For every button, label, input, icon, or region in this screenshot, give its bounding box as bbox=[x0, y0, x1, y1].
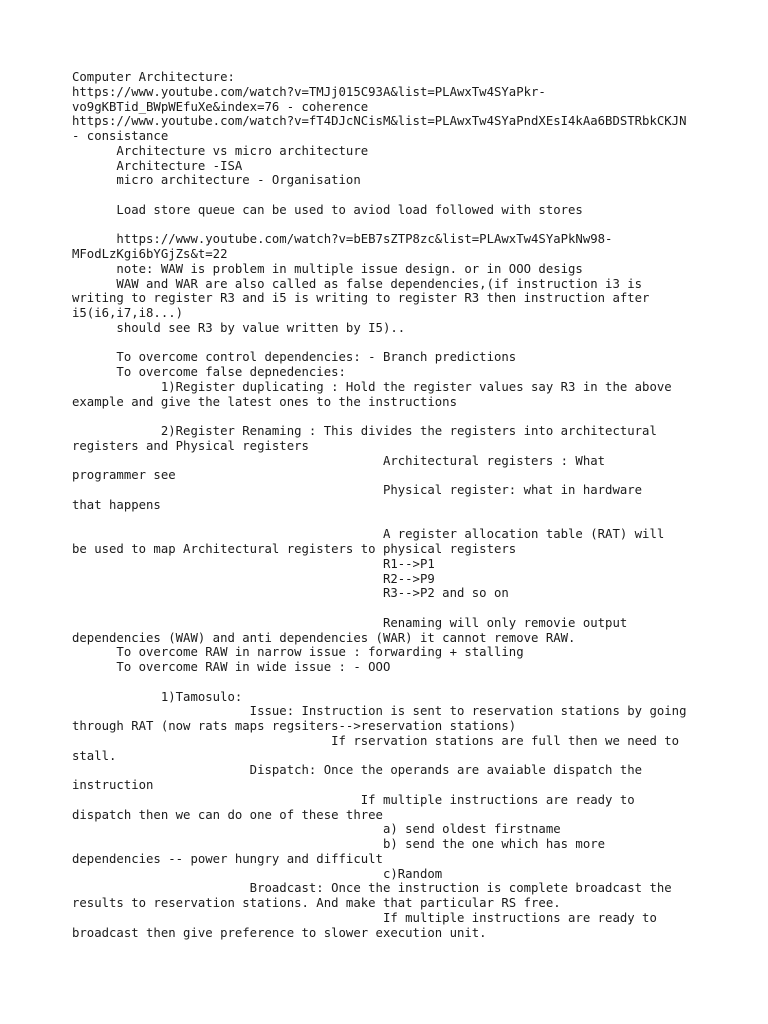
document-line: dispatch then we can do one of these three bbox=[72, 807, 383, 822]
document-line: instruction bbox=[72, 778, 154, 792]
document-line: writing to register R3 and i5 is writing to register R3 then instruction after bbox=[72, 291, 650, 306]
document-line: broadcast then give preference to slower execution unit. bbox=[72, 925, 487, 940]
document-line: https://www.youtube.com/watch?v=TMJj015C93A&list=PLAwxTw4SYaPkr- bbox=[72, 84, 546, 99]
document-line: a) send oldest firstname bbox=[72, 822, 561, 837]
document-line: R1-->P1 bbox=[72, 556, 435, 571]
document-line: If rservation stations are full then we need to bbox=[72, 733, 680, 748]
document-line: dependencies -- power hungry and difficult bbox=[72, 851, 383, 866]
document-line bbox=[72, 513, 712, 528]
document-line: MFodLzKgi6bYGjZs&t=22 bbox=[72, 247, 228, 261]
document-line: stall. bbox=[72, 748, 117, 763]
document-line: registers and Physical registers bbox=[72, 438, 309, 453]
document-line: A register allocation table (RAT) will bbox=[72, 527, 665, 542]
document-line: Broadcast: Once the instruction is complete broadcast the bbox=[72, 881, 672, 896]
document-line: WAW and WAR are also called as false dependencies,(if instruction i3 is bbox=[72, 276, 643, 291]
document-line: micro architecture - Organisation bbox=[72, 173, 361, 188]
document-line: If multiple instructions are ready to bbox=[72, 792, 635, 807]
document-line: To overcome RAW in wide issue : - OOO bbox=[72, 660, 391, 674]
document-line: Load store queue can be used to aviod load followed with stores bbox=[72, 202, 583, 217]
document-line: - consistance bbox=[72, 129, 169, 143]
document-line bbox=[72, 336, 712, 351]
document-line: R3-->P2 and so on bbox=[72, 586, 509, 601]
document-line: programmer see bbox=[72, 468, 176, 483]
document-line: Physical register: what in hardware bbox=[72, 483, 643, 497]
document-line: To overcome false depnedencies: bbox=[72, 365, 346, 379]
document-line: Architecture vs micro architecture bbox=[72, 143, 369, 158]
document-line: c)Random bbox=[72, 866, 443, 881]
document-line: Architecture -ISA bbox=[72, 158, 243, 173]
document-line bbox=[72, 188, 712, 203]
document-line: b) send the one which has more bbox=[72, 837, 606, 851]
document-line: Dispatch: Once the operands are avaiable dispatch the bbox=[72, 763, 643, 778]
document-line: R2-->P9 bbox=[72, 571, 435, 586]
document-line: To overcome control dependencies: - Branch predictions bbox=[72, 350, 517, 365]
document-line: example and give the latest ones to the instructions bbox=[72, 394, 457, 409]
document-line: Computer Architecture: bbox=[72, 70, 235, 84]
document-line: To overcome RAW in narrow issue : forwarding + stalling bbox=[72, 645, 524, 660]
document-line: Issue: Instruction is sent to reservation stations by going bbox=[72, 704, 687, 719]
document-line: vo9gKBTid_BWpWEfuXe&index=76 - coherence bbox=[72, 99, 369, 114]
document-line: Architectural registers : What bbox=[72, 453, 606, 468]
document-body bbox=[72, 70, 712, 940]
document-line bbox=[72, 409, 712, 424]
document-line: be used to map Architectural registers to physical registers bbox=[72, 542, 517, 556]
document-line: 2)Register Renaming : This divides the registers into architectural bbox=[72, 424, 657, 438]
document-line: results to reservation stations. And make that particular RS free. bbox=[72, 896, 561, 910]
document-line: should see R3 by value written by I5).. bbox=[72, 320, 406, 335]
document-line bbox=[72, 675, 712, 690]
document-line bbox=[72, 218, 712, 233]
document-line: note: WAW is problem in multiple issue design. or in OOO desigs bbox=[72, 261, 583, 276]
document-line: https://www.youtube.com/watch?v=fT4DJcNCisM&list=PLAwxTw4SYaPndXEsI4kAa6BDSTRbkCKJN bbox=[72, 114, 687, 129]
document-line: 1)Register duplicating : Hold the register values say R3 in the above bbox=[72, 379, 672, 394]
document-line: https://www.youtube.com/watch?v=bEB7sZTP8zc&list=PLAwxTw4SYaPkNw98- bbox=[72, 232, 613, 247]
document-line: Renaming will only removie output bbox=[72, 615, 628, 630]
document-line: dependencies (WAW) and anti dependencies (WAR) it cannot remove RAW. bbox=[72, 630, 576, 645]
document-line: If multiple instructions are ready to bbox=[72, 910, 657, 925]
document-line: i5(i6,i7,i8...) bbox=[72, 306, 184, 320]
document-line bbox=[72, 601, 712, 616]
document-line: through RAT (now rats maps regsiters-->reservation stations) bbox=[72, 719, 517, 733]
document-line: 1)Tamosulo: bbox=[72, 689, 243, 704]
document-line: that happens bbox=[72, 497, 161, 512]
